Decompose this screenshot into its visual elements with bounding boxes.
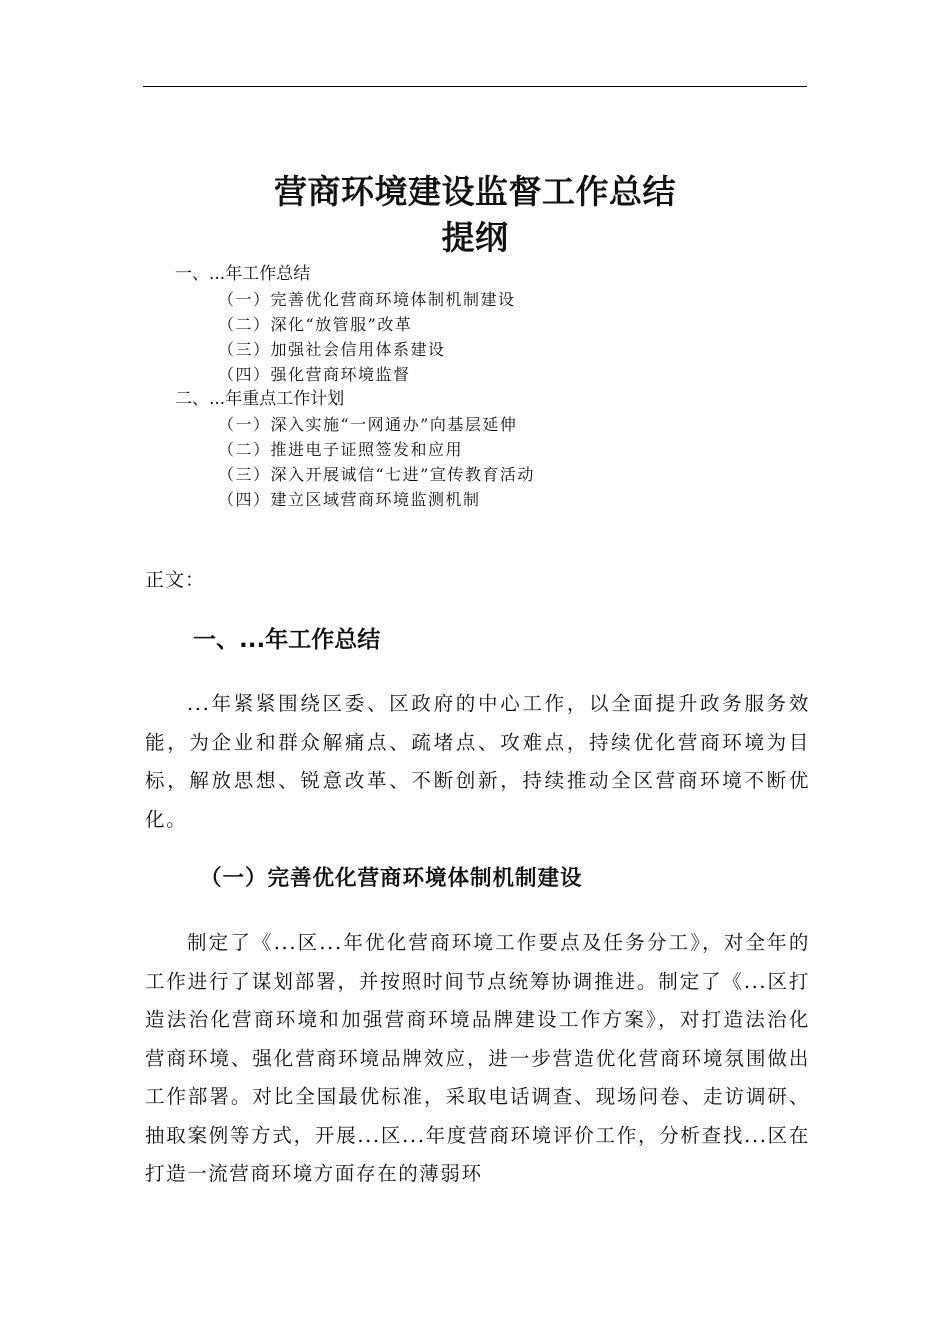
header-rule xyxy=(143,86,807,87)
outline-item: （一）深入实施“一网通办”向基层延伸 xyxy=(218,415,518,434)
outline-item: （三）加强社会信用体系建设 xyxy=(218,340,446,359)
outline-section-2: 二、...年重点工作计划 xyxy=(175,389,345,409)
outline-item: （二）推进电子证照签发和应用 xyxy=(218,440,464,459)
body-paragraph: ...年紧紧围绕区委、区政府的中心工作，以全面提升政务服务效能，为企业和群众解痛点、疏堵点、攻难点，持续优化营商环境为目标，解放思想、锐意改革、不断创新，持续推动全区营商环境不断优化。 xyxy=(145,692,810,831)
body-label: 正文： xyxy=(145,569,206,591)
outline-item: （三）深入开展诚信“七进”宣传教育活动 xyxy=(218,465,535,484)
outline xyxy=(175,262,815,512)
outline-item: （四）建立区域营商环境监测机制 xyxy=(218,490,481,509)
outline-item: （四）强化营商环境监督 xyxy=(218,365,411,384)
body-paragraph: 制定了《...区...年优化营商环境工作要点及任务分工》，对全年的工作进行了谋划部署，并按照时间节点统筹协调推进。制定了《...区打造法治化营商环境和加强营商环境品牌建设工作方案》，对打造法治化营商环境、强化营商环境品牌效应，进一步营造优化营商环境氛围做出工作部署。对比全国最优标准，采取电话调查、现场问卷、走访调研、抽取案例等方式，开展...区...年度营商环境评价工作，分析查找...区在打造一流营商环境方面存在的薄弱环 xyxy=(145,931,810,1185)
outline-item: （一）完善优化营商环境体制机制建设 xyxy=(218,290,516,309)
section-heading: 一、...年工作总结 xyxy=(193,627,381,653)
outline-item: （二）深化“放管服”改革 xyxy=(218,315,413,334)
subsection-heading: （一）完善优化营商环境体制机制建设 xyxy=(200,866,583,891)
document-title-line2: 提纲 xyxy=(441,218,509,257)
outline-section-1: 一、...年工作总结 xyxy=(175,264,311,284)
document-title: 营商环境建设监督工作总结 xyxy=(274,172,676,211)
